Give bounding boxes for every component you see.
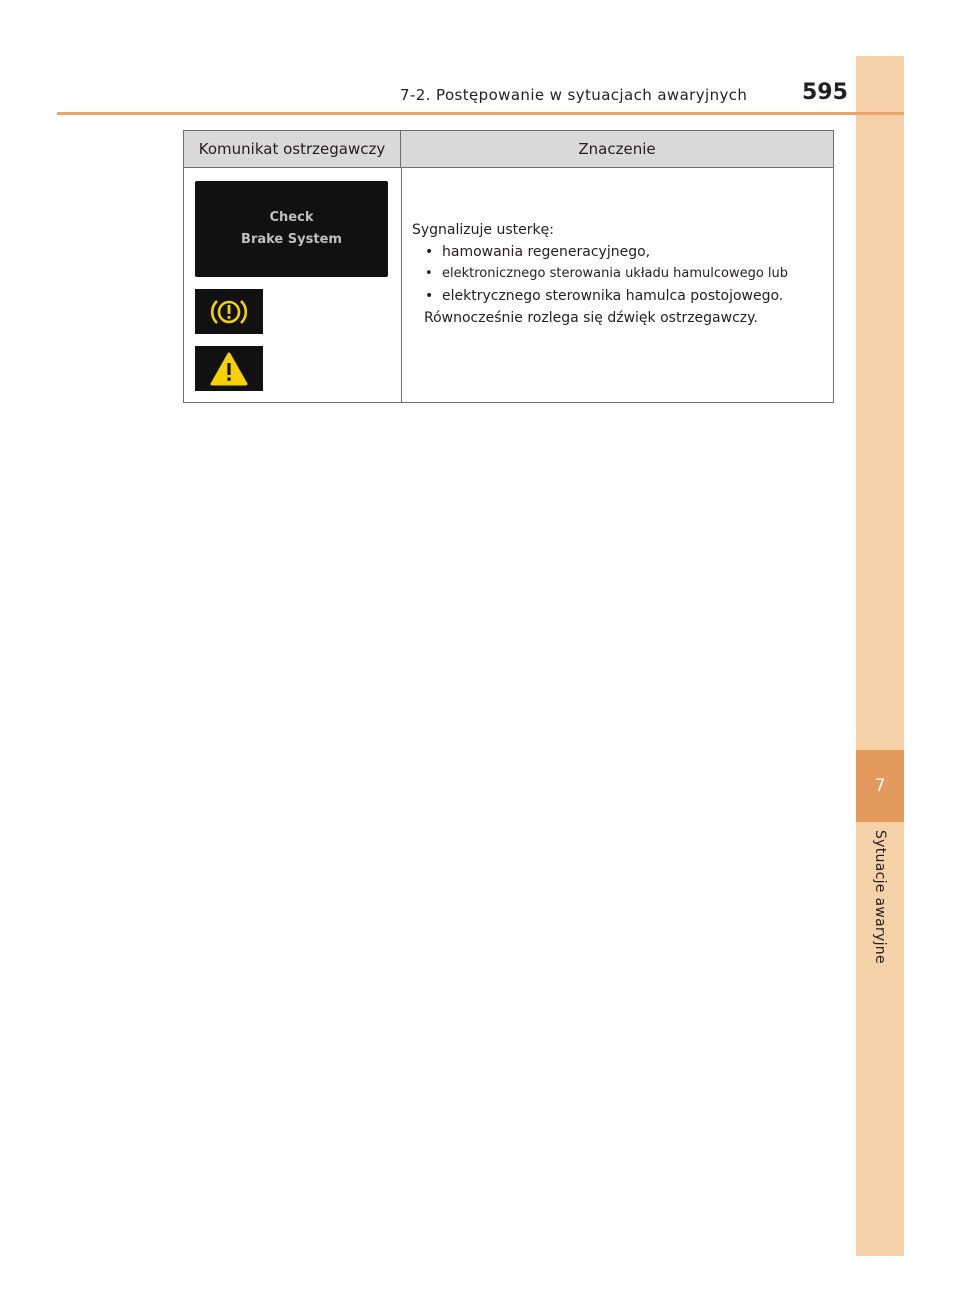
brake-warning-icon xyxy=(195,289,263,334)
meaning-text xyxy=(412,219,832,329)
list-item: • elektrycznego sterownika hamulca postojowego. xyxy=(412,285,832,307)
list-item: • elektronicznego sterowania układu hamulcowego lub xyxy=(412,263,832,285)
warning-message-table xyxy=(183,130,834,403)
meaning-list xyxy=(412,241,832,307)
master-warning-icon xyxy=(195,346,263,391)
chapter-number-tab: 7 xyxy=(856,750,904,822)
chapter-title: Sytuacje awaryjne xyxy=(872,830,888,964)
page-number: 595 xyxy=(802,80,848,105)
column-header-meaning: Znaczenie xyxy=(401,131,833,168)
meaning-lead: Sygnalizuje usterkę: xyxy=(412,222,554,238)
chapter-sidebar xyxy=(856,56,904,1256)
column-header-message: Komunikat ostrzegawczy xyxy=(184,131,401,168)
column-divider xyxy=(401,168,402,403)
display-message-line1: Check xyxy=(269,210,314,225)
list-item: • hamowania regeneracyjnego, xyxy=(412,241,832,263)
section-title: 7-2. Postępowanie w sytuacjach awaryjnych xyxy=(400,86,748,104)
display-message-line2: Brake System xyxy=(241,232,342,247)
header-rule xyxy=(57,112,904,115)
multi-information-display xyxy=(195,181,388,277)
meaning-tail: Równocześnie rozlega się dźwięk ostrzegawczy. xyxy=(424,310,758,326)
